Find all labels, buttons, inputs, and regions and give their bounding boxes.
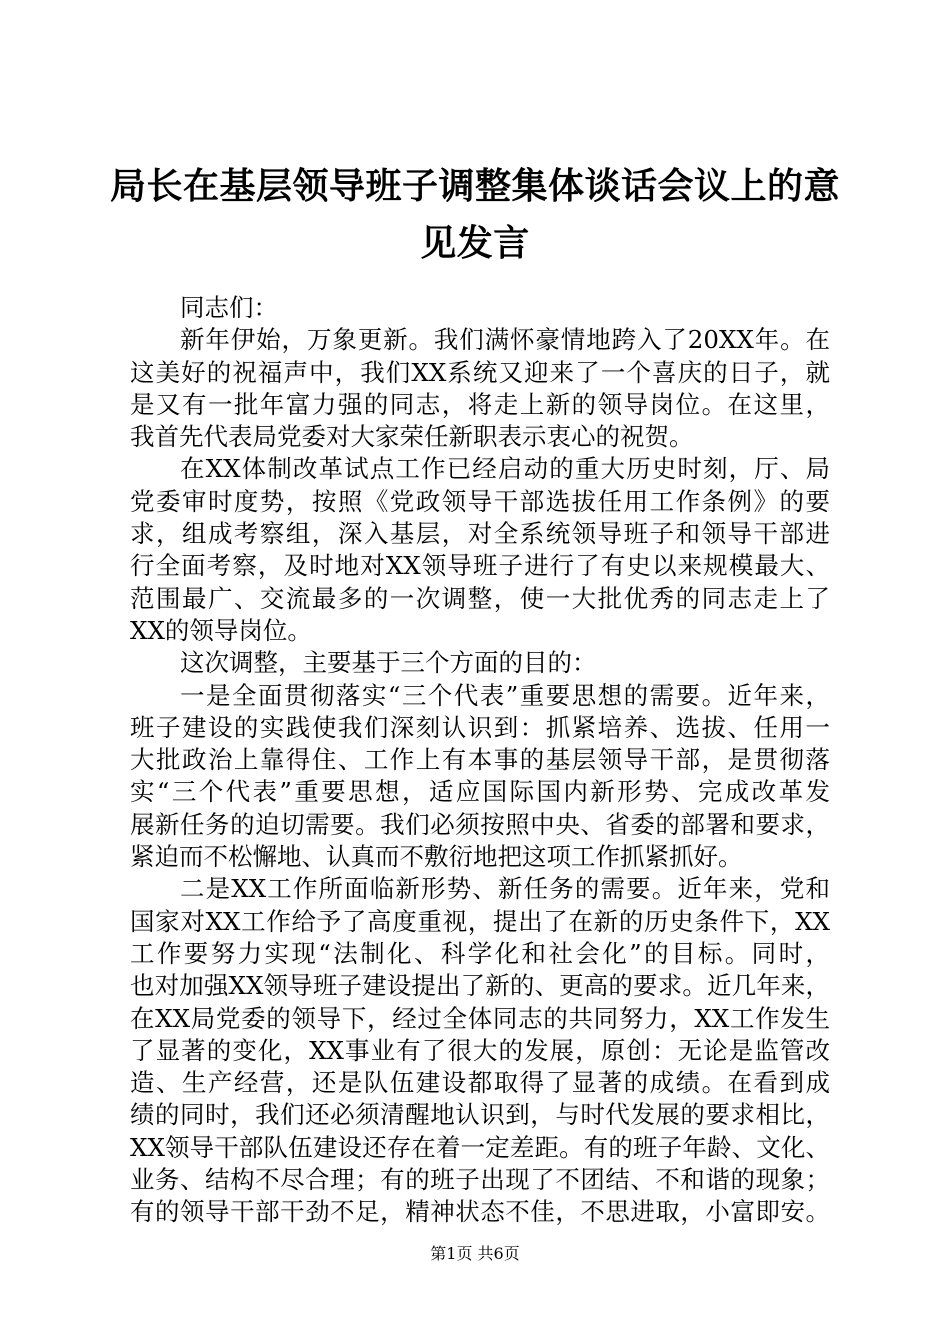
body-text-line: 造、生产经营，还是队伍建设都取得了显著的成绩。在看到成 (130, 1068, 830, 1098)
body-text-line: XX领导干部队伍建设还存在着一定差距。有的班子年龄、文化、 (130, 1132, 830, 1162)
body-text-line: 大批政治上靠得住、工作上有本事的基层领导干部，是贯彻落 (130, 745, 830, 775)
body-text-line: 二是XX工作所面临新形势、新任务的需要。近年来，党和 (180, 874, 830, 904)
body-text-line: 有的领导干部干劲不足，精神状态不佳，不思进取，小富即安。 (130, 1197, 830, 1227)
body-text-line: 了显著的变化，XX事业有了很大的发展，原创：无论是监管改 (130, 1035, 830, 1065)
body-text-line: 同志们： (180, 293, 278, 322)
body-text-line: 绩的同时，我们还必须清醒地认识到，与时代发展的要求相比， (130, 1100, 830, 1130)
body-text-line: 这美好的祝福声中，我们XX系统又迎来了一个喜庆的日子，就 (130, 357, 830, 387)
document-title-line-2: 见发言 (420, 222, 530, 264)
body-text-line: 求，组成考察组，深入基层，对全系统领导班子和领导干部进 (130, 519, 830, 549)
body-text-line: 业务、结构不尽合理；有的班子出现了不团结、不和谐的现象； (130, 1165, 830, 1195)
document-title (80, 158, 870, 272)
document-title-line-1: 局长在基层领导班子调整集体谈话会议上的意 (109, 165, 840, 207)
body-text-line: 这次调整，主要基于三个方面的目的： (180, 648, 597, 678)
body-text-line: 也对加强XX领导班子建设提出了新的、更高的要求。近几年来， (130, 971, 830, 1001)
page-footer: 第1页 共6页 (430, 1244, 520, 1263)
document-body (130, 292, 830, 1229)
body-text-line: 是又有一批年富力强的同志，将走上新的领导岗位。在这里， (130, 389, 830, 419)
body-text-line: 行全面考察，及时地对XX领导班子进行了有史以来规模最大、 (130, 551, 830, 581)
body-text-line: 在XX局党委的领导下，经过全体同志的共同努力，XX工作发生 (130, 1003, 830, 1033)
body-text-line: 在XX体制改革试点工作已经启动的重大历史时刻，厅、局 (180, 454, 830, 484)
body-text-line: 工作要努力实现“法制化、科学化和社会化”的目标。同时， (130, 938, 830, 968)
body-text-line: 实“三个代表”重要思想，适应国际国内新形势、完成改革发 (130, 777, 830, 807)
body-text-line: 党委审时度势，按照《党政领导干部选拔任用工作条例》的要 (130, 486, 830, 516)
body-text-line: 新年伊始，万象更新。我们满怀豪情地跨入了20XX年。在 (180, 325, 830, 355)
body-text-line: 国家对XX工作给予了高度重视，提出了在新的历史条件下，XX (130, 906, 830, 936)
body-text-line: 范围最广、交流最多的一次调整，使一大批优秀的同志走上了 (130, 583, 830, 613)
body-text-line: 紧迫而不松懈地、认真而不敷衍地把这项工作抓紧抓好。 (130, 842, 743, 872)
body-text-line: 班子建设的实践使我们深刻认识到：抓紧培养、选拔、任用一 (130, 712, 830, 742)
body-text-line: 展新任务的迫切需要。我们必须按照中央、省委的部署和要求， (130, 809, 830, 839)
body-text-line: XX的领导岗位。 (130, 615, 312, 645)
body-text-line: 一是全面贯彻落实“三个代表”重要思想的需要。近年来， (180, 680, 830, 710)
body-text-line: 我首先代表局党委对大家荣任新职表示衷心的祝贺。 (130, 422, 694, 452)
